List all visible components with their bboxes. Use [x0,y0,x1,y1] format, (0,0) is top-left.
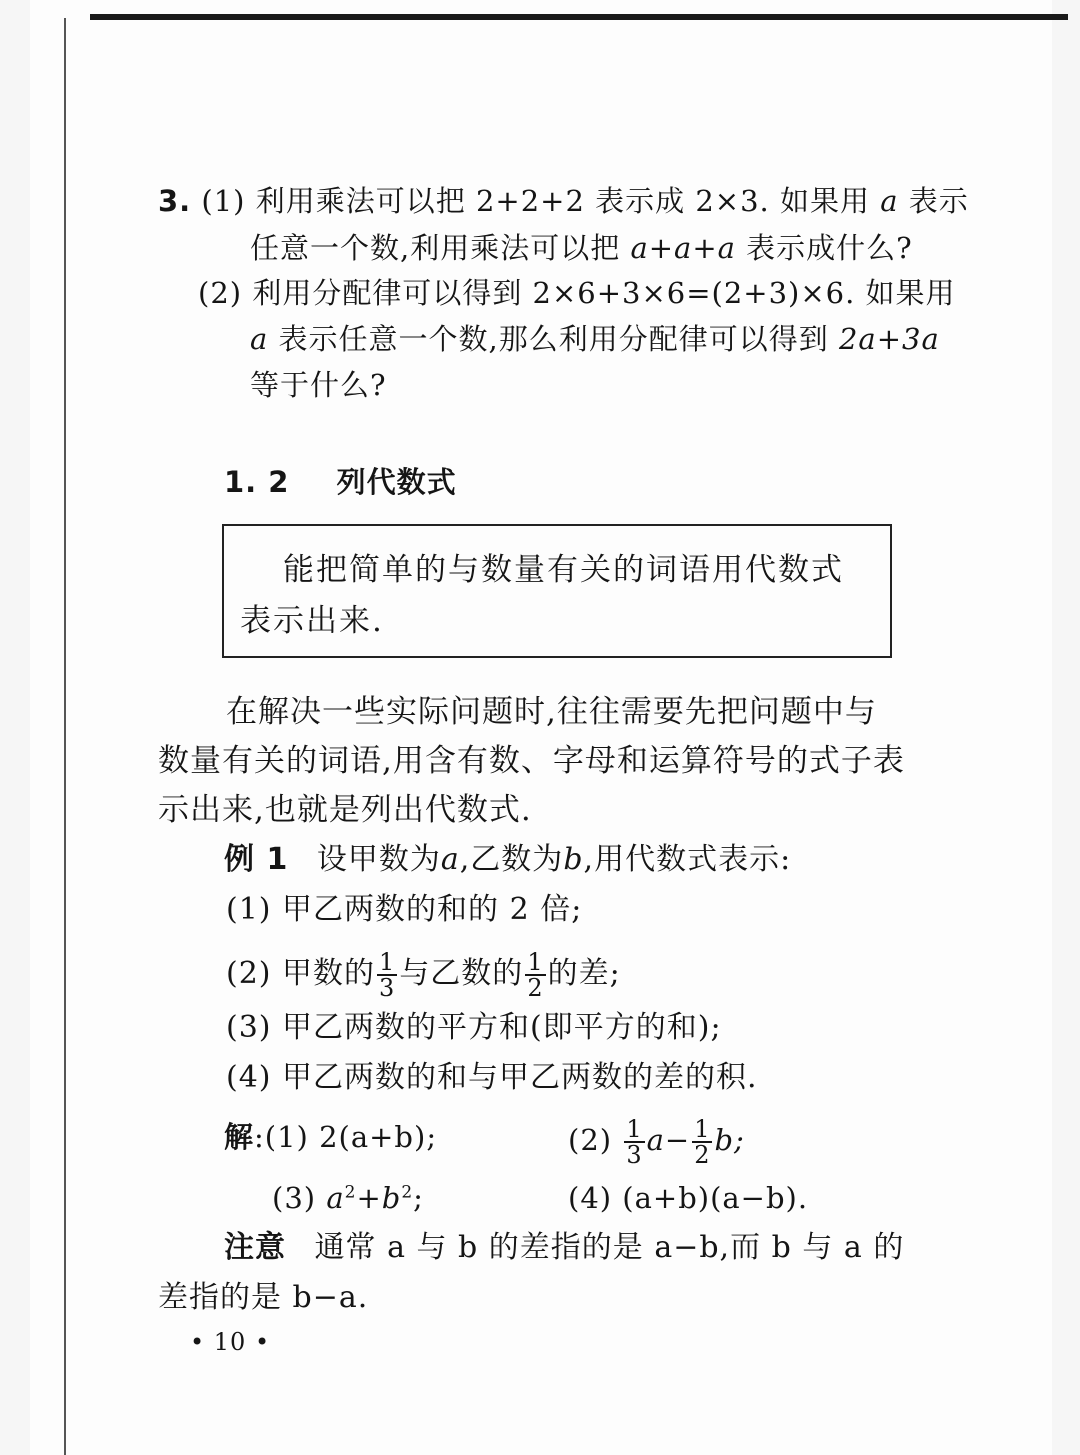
solution-1: :(1) 2(a+b); [254,1120,438,1154]
section-heading [224,462,457,502]
fraction-third [377,950,397,1000]
frac-half-den: 2 [527,974,544,1002]
example-text-c: ,用代数式表示: [583,842,792,877]
sol-third-num: 1 [626,1115,643,1143]
problem3-line3 [198,273,956,313]
p2-line2: 表示任意一个数,那么利用分配律可以得到 [278,322,829,356]
item2-start: (2) 甲数的 [226,956,376,991]
p1-tag: (1) [201,184,246,218]
frac-half-num: 1 [527,948,544,976]
intro-line2: 数量有关的词语,用含有数、字母和运算符号的式子表 [158,743,905,779]
solution-2-a: a− [646,1123,691,1157]
p2-line2-var: a [250,322,269,356]
example-item-3: (3) 甲乙两数的平方和(即平方的和); [226,1010,722,1045]
page-number: • 10 • [190,1328,271,1356]
problem3-line5 [250,365,387,405]
note-line2: 差指的是 b−a. [158,1280,369,1315]
problem-number: 3. [158,184,192,218]
objective-line1: 能把简单的与数量有关的词语用代数式 [283,552,844,588]
item2-mid: 与乙数的 [399,956,524,991]
top-rule [90,14,1068,20]
left-rule [64,18,66,1455]
fraction-half [525,950,545,1000]
p2-line2-expr: 2a+3a [838,322,940,356]
intro-line1: 在解决一些实际问题时,往往需要先把问题中与 [226,694,877,730]
example-line [224,840,791,880]
sol-third-den: 3 [626,1141,643,1169]
solution-2-tag: (2) [568,1123,613,1157]
example-item-4: (4) 甲乙两数的和与甲乙两数的差的积. [226,1060,758,1095]
frac-third-num: 1 [379,948,396,976]
example-label: 例 1 [224,842,289,877]
p1-line1: 利用乘法可以把 2+2+2 表示成 2×3. 如果用 [255,184,870,218]
example-text-a: 设甲数为 [316,842,441,877]
p2-tag: (2) [198,276,243,310]
solution-3 [272,1178,424,1218]
note-line1 [224,1228,904,1268]
example-var-b: b [563,842,584,877]
example-text-b: ,乙数为 [459,842,564,877]
solution-3-sup2: 2 [401,1182,414,1203]
section-title: 列代数式 [336,465,457,499]
p2-line1: 利用分配律可以得到 2×6+3×6=(2+3)×6. 如果用 [252,276,956,310]
fraction-third-sol [624,1117,644,1167]
p1-var: a [880,184,899,218]
fraction-half-sol [692,1117,712,1167]
note-text-1: 通常 a 与 b 的差指的是 a−b,而 b 与 a 的 [314,1230,905,1265]
problem3-line4 [250,319,940,359]
problem3-line2 [250,228,913,268]
solution-line1 [224,1117,437,1157]
objective-line2: 表示出来. [240,603,384,639]
item2-end: 的差; [547,956,621,991]
solution-label: 解 [224,1120,255,1154]
solution-3-tag: (3) [272,1181,317,1215]
problem3-line1 [158,181,969,221]
solution-3-sup: 2 [344,1182,357,1203]
p1-line2-b: 表示成什么? [746,231,913,265]
example-item-2 [226,950,621,1000]
solution-4: (4) (a+b)(a−b). [568,1181,809,1215]
p1-line2-expr: a+a+a [630,231,736,265]
frac-third-den: 3 [379,974,396,1002]
solution-2-b: b; [714,1123,745,1157]
solution-3-a: a [326,1181,345,1215]
p1-line2-a: 任意一个数,利用乘法可以把 [250,231,621,265]
p2-line3: 等于什么? [250,368,387,402]
sol-half-den: 2 [694,1141,711,1169]
section-number: 1. 2 [224,465,290,499]
example-var-a: a [440,842,460,877]
note-label: 注意 [224,1230,286,1265]
example-item-1: (1) 甲乙两数的和的 2 倍; [226,892,583,927]
p1-line1-end: 表示 [908,184,969,218]
sol-half-num: 1 [694,1115,711,1143]
intro-line3: 示出来,也就是列出代数式. [158,792,532,828]
solution-2 [568,1117,745,1167]
solution-3-b: +b [356,1181,402,1215]
solution-3-end: ; [413,1181,424,1215]
